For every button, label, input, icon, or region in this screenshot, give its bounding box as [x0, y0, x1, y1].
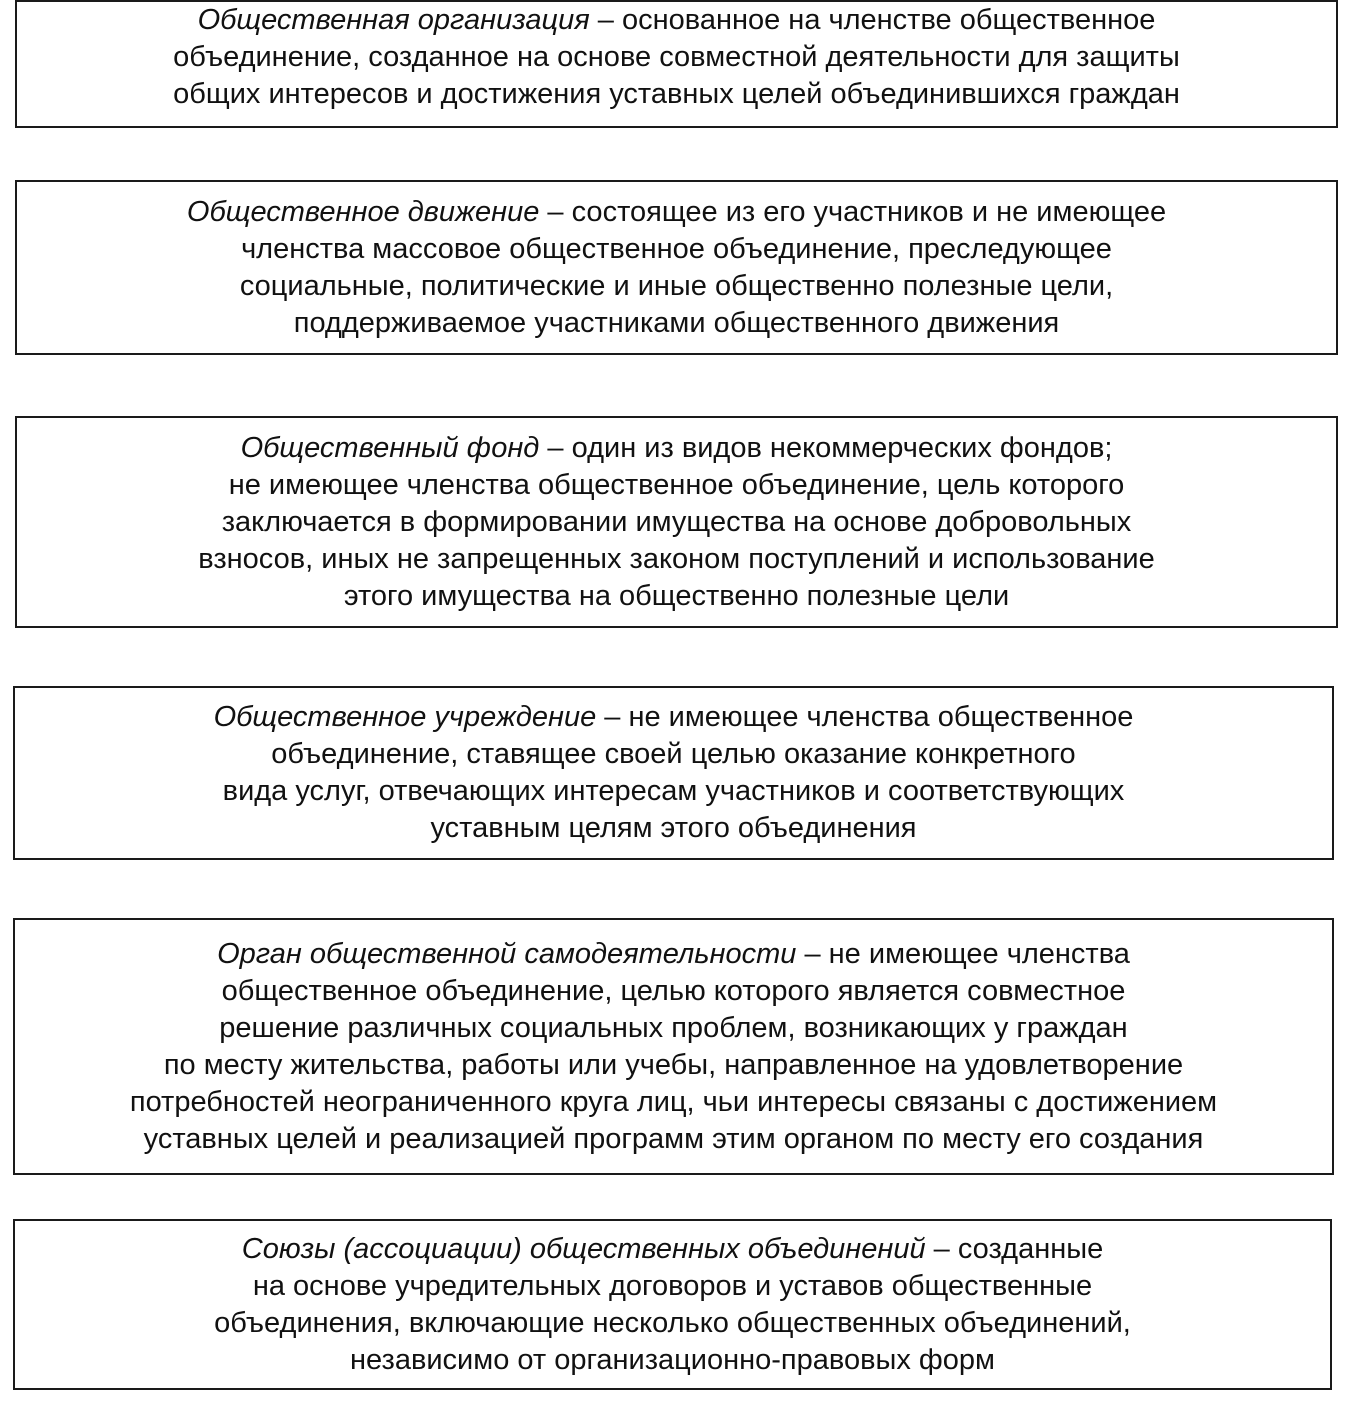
definition-line: объединение, ставящее своей целью оказание конкретного: [271, 738, 1076, 770]
definition-line: решение различных социальных проблем, возникающих у граждан: [219, 1011, 1128, 1044]
definition-text: [214, 699, 1134, 847]
definition-box-public-self-government-body: [13, 918, 1334, 1175]
definition-line: вида услуг, отвечающих интересам участников и соответствующих: [222, 775, 1125, 807]
definition-dash: –: [596, 701, 629, 733]
definition-line: объединения, включающие несколько общественных объединений,: [214, 1306, 1131, 1339]
definition-box-public-fund: [15, 416, 1338, 628]
definition-line: состоящее из его участников и не имеющее: [571, 195, 1167, 228]
definition-line: общественное объединение, целью которого является совместное: [221, 974, 1126, 1007]
definition-dash: –: [539, 431, 572, 464]
definition-dash: –: [925, 1232, 958, 1265]
definition-first-line: [214, 1231, 1131, 1268]
definition-box-unions-of-associations: [13, 1219, 1332, 1390]
definition-line: объединение, созданное на основе совместной деятельности для защиты: [173, 40, 1180, 73]
definition-line: общих интересов и достижения уставных целей объединившихся граждан: [173, 77, 1180, 110]
definition-first-line: [173, 2, 1180, 39]
definition-text: [214, 1231, 1131, 1379]
definition-term: Союзы (ассоциации) общественных объединений: [241, 1232, 926, 1265]
definition-line: уставным целям этого объединения: [430, 812, 917, 844]
definition-line: один из видов некоммерческих фондов;: [571, 431, 1113, 464]
definition-dash: –: [796, 937, 829, 970]
definition-first-line: [187, 194, 1166, 231]
definition-text: [198, 430, 1155, 615]
definition-term: Общественное движение: [186, 195, 540, 228]
definition-line: на основе учредительных договоров и уставов общественные: [252, 1269, 1093, 1302]
definition-term: Общественное учреждение: [213, 701, 597, 733]
definition-term: Общественная организация: [197, 3, 590, 36]
definition-text: [173, 2, 1180, 113]
definition-line: этого имущества на общественно полезные цели: [343, 579, 1010, 612]
definition-line: социальные, политические и иные общественно полезные цели,: [239, 269, 1114, 302]
definition-box-public-movement: [15, 180, 1338, 355]
definition-term: Орган общественной самодеятельности: [217, 937, 797, 970]
definition-dash: –: [589, 3, 622, 36]
definition-line: уставных целей и реализацией программ этим органом по месту его создания: [143, 1122, 1204, 1155]
definition-box-public-organization: [15, 0, 1338, 128]
definition-line: не имеющее членства общественное: [628, 701, 1134, 733]
definition-line: взносов, иных не запрещенных законом поступлений и использование: [198, 542, 1155, 575]
definition-line: членства массовое общественное объединение, преследующее: [241, 232, 1112, 265]
definition-line: потребностей неограниченного круга лиц, чьи интересы связаны с достижением: [129, 1085, 1218, 1118]
definition-first-line: [198, 430, 1155, 467]
definition-line: заключается в формировании имущества на основе добровольных: [221, 505, 1132, 538]
definition-line: не имеющее членства общественное объединение, цель которого: [228, 468, 1125, 501]
definition-line: поддерживаемое участниками общественного движения: [293, 306, 1060, 339]
definition-term: Общественный фонд: [240, 431, 540, 464]
definition-line: созданные: [957, 1232, 1104, 1265]
definition-line: независимо от организационно-правовых форм: [350, 1343, 995, 1376]
definition-text: [187, 194, 1166, 342]
definition-first-line: [130, 936, 1217, 973]
definition-line: по месту жительства, работы или учебы, направленное на удовлетворение: [163, 1048, 1184, 1081]
definition-line: основанное на членстве общественное: [621, 3, 1156, 36]
definition-text: [130, 936, 1217, 1158]
definition-line: не имеющее членства: [828, 937, 1130, 970]
definition-first-line: [214, 699, 1134, 736]
definition-dash: –: [539, 195, 572, 228]
definition-box-public-institution: [13, 686, 1334, 860]
